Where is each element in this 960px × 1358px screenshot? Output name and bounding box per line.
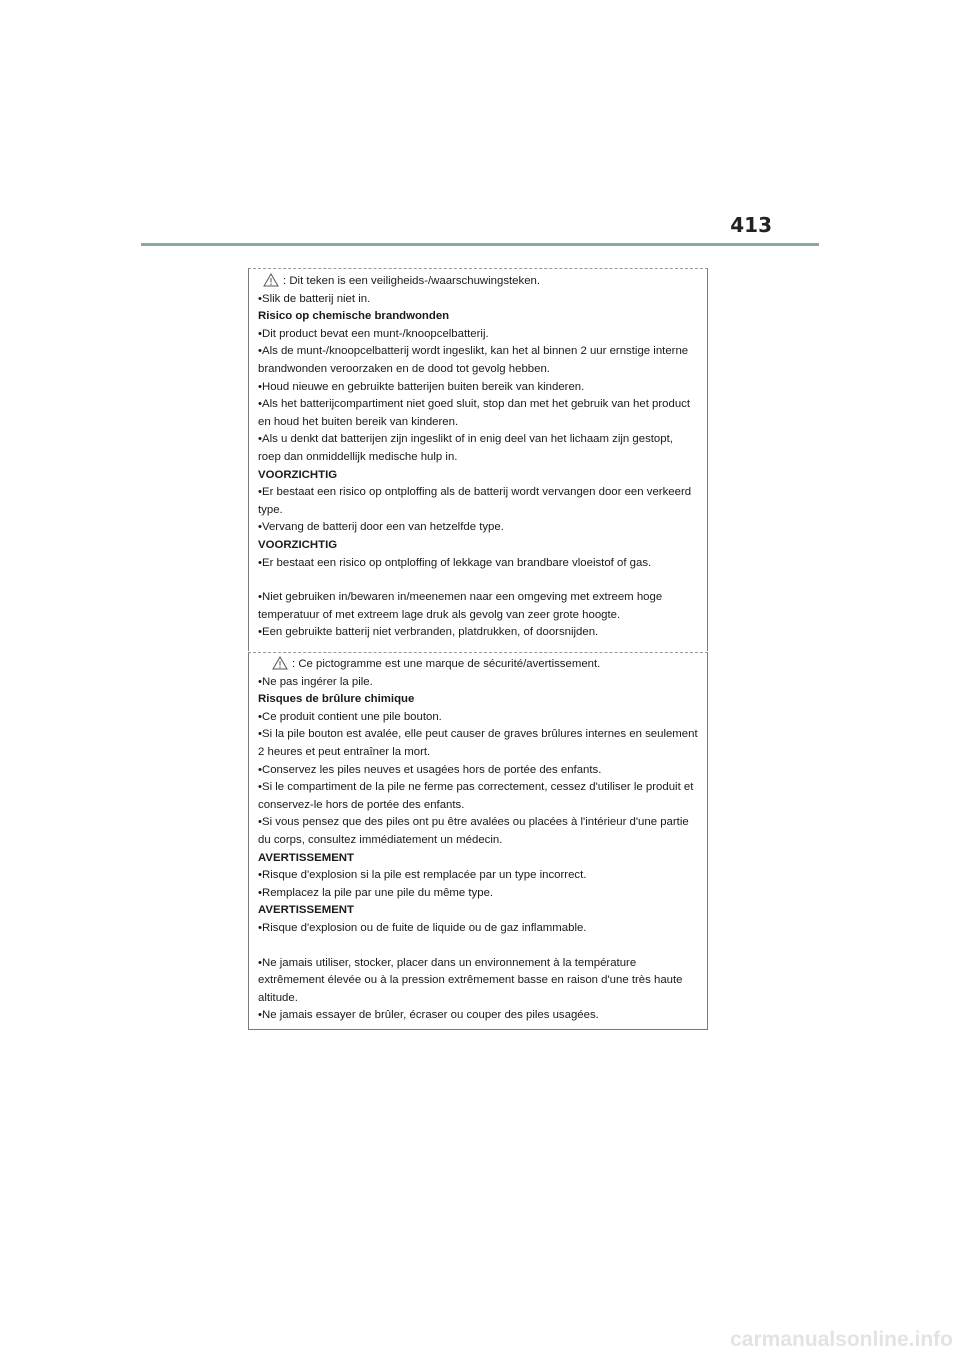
page-number: 413 bbox=[730, 213, 772, 237]
dutch-heading: VOORZICHTIG bbox=[258, 538, 338, 551]
svg-text:carmanualsonline.info: carmanualsonline.info bbox=[730, 1328, 953, 1351]
french-line: •Si vous pensez que des piles ont pu être avalées ou placées à l'intérieur d'une partie du corps, consultez immédiatement un médecin. bbox=[258, 816, 689, 846]
header-rule bbox=[141, 243, 819, 246]
french-line: •Ne pas ingérer la pile. bbox=[258, 675, 373, 688]
dutch-line: •Dit product bevat een munt-/knoopcelbatterij. bbox=[258, 327, 489, 340]
dutch-caution-text: : Dit teken is een veiligheids-/waarschuwingsteken. bbox=[283, 275, 541, 287]
dutch-line: •Een gebruikte batterij niet verbranden, platdrukken, of doorsnijden. bbox=[258, 626, 599, 639]
dutch-line: •Vervang de batterij door een van hetzelfde type. bbox=[258, 521, 504, 534]
spacer bbox=[258, 938, 698, 955]
dutch-line: •Als de munt-/knoopcelbatterij wordt ingeslikt, kan het al binnen 2 uur ernstige interne brandwonden veroorzaken en de dood tot gevolg hebben. bbox=[258, 345, 689, 375]
dutch-line: •Er bestaat een risico op ontploffing of lekkage van brandbare vloeistof of gas. bbox=[258, 556, 652, 569]
dutch-line: •Als het batterijcompartiment niet goed sluit, stop dan met het gebruik van het product en houd het buiten bereik van kinderen. bbox=[258, 398, 691, 428]
spacer bbox=[258, 572, 698, 589]
french-line: •Risque d'explosion ou de fuite de liquide ou de gaz inflammable. bbox=[258, 921, 587, 934]
french-heading: Risques de brûlure chimique bbox=[258, 693, 415, 706]
dutch-heading: Risico op chemische brandwonden bbox=[258, 310, 450, 323]
french-line: •Ne jamais utiliser, stocker, placer dans un environnement à la température extrêmement élevée ou à la pression extrêmement basse en raison d'une très haute altitude. bbox=[258, 956, 683, 1004]
dutch-line: •Er bestaat een risico op ontploffing als de batterij wordt vervangen door een verkeerd type. bbox=[258, 486, 692, 516]
french-line: •Si le compartiment de la pile ne ferme pas correctement, cessez d'utiliser le produit et conservez-le hors de portée des enfants. bbox=[258, 781, 694, 811]
french-heading: AVERTISSEMENT bbox=[258, 904, 354, 917]
dutch-line: •Als u denkt dat batterijen zijn ingeslikt of in enig deel van het lichaam zijn gestopt, roep dan onmiddellijk medische hulp in. bbox=[258, 433, 673, 463]
dutch-line: •Slik de batterij niet in. bbox=[258, 292, 371, 305]
french-line: •Conservez les piles neuves et usagées hors de portée des enfants. bbox=[258, 763, 602, 776]
french-line: •Risque d'explosion si la pile est remplacée par un type incorrect. bbox=[258, 869, 587, 882]
french-line: •Remplacez la pile par une pile du même type. bbox=[258, 886, 494, 899]
dutch-caution-line bbox=[258, 273, 698, 291]
french-heading: AVERTISSEMENT bbox=[258, 851, 354, 864]
warning-triangle-icon bbox=[263, 273, 279, 287]
dutch-line: •Niet gebruiken in/bewaren in/meenemen naar een omgeving met extreem hoge temperatuur of met extreem lage druk als gevolg van zeer grote hoogte. bbox=[258, 591, 663, 621]
french-line: •Si la pile bouton est avalée, elle peut causer de graves brûlures internes en seulement 2 heures et peut entraîner la mort. bbox=[258, 728, 698, 758]
dutch-line: •Houd nieuwe en gebruikte batterijen buiten bereik van kinderen. bbox=[258, 380, 585, 393]
watermark-logo bbox=[624, 1326, 954, 1352]
french-line: •Ce produit contient une pile bouton. bbox=[258, 710, 442, 723]
french-caution-line bbox=[258, 656, 698, 674]
french-line: •Ne jamais essayer de brûler, écraser ou couper des piles usagées. bbox=[258, 1009, 599, 1022]
dutch-heading: VOORZICHTIG bbox=[258, 468, 338, 481]
warning-triangle-icon bbox=[272, 656, 288, 670]
french-warning-panel bbox=[248, 652, 708, 1030]
french-caution-text: : Ce pictogramme est une marque de sécurité/avertissement. bbox=[292, 658, 601, 670]
dutch-warning-panel bbox=[248, 268, 708, 651]
